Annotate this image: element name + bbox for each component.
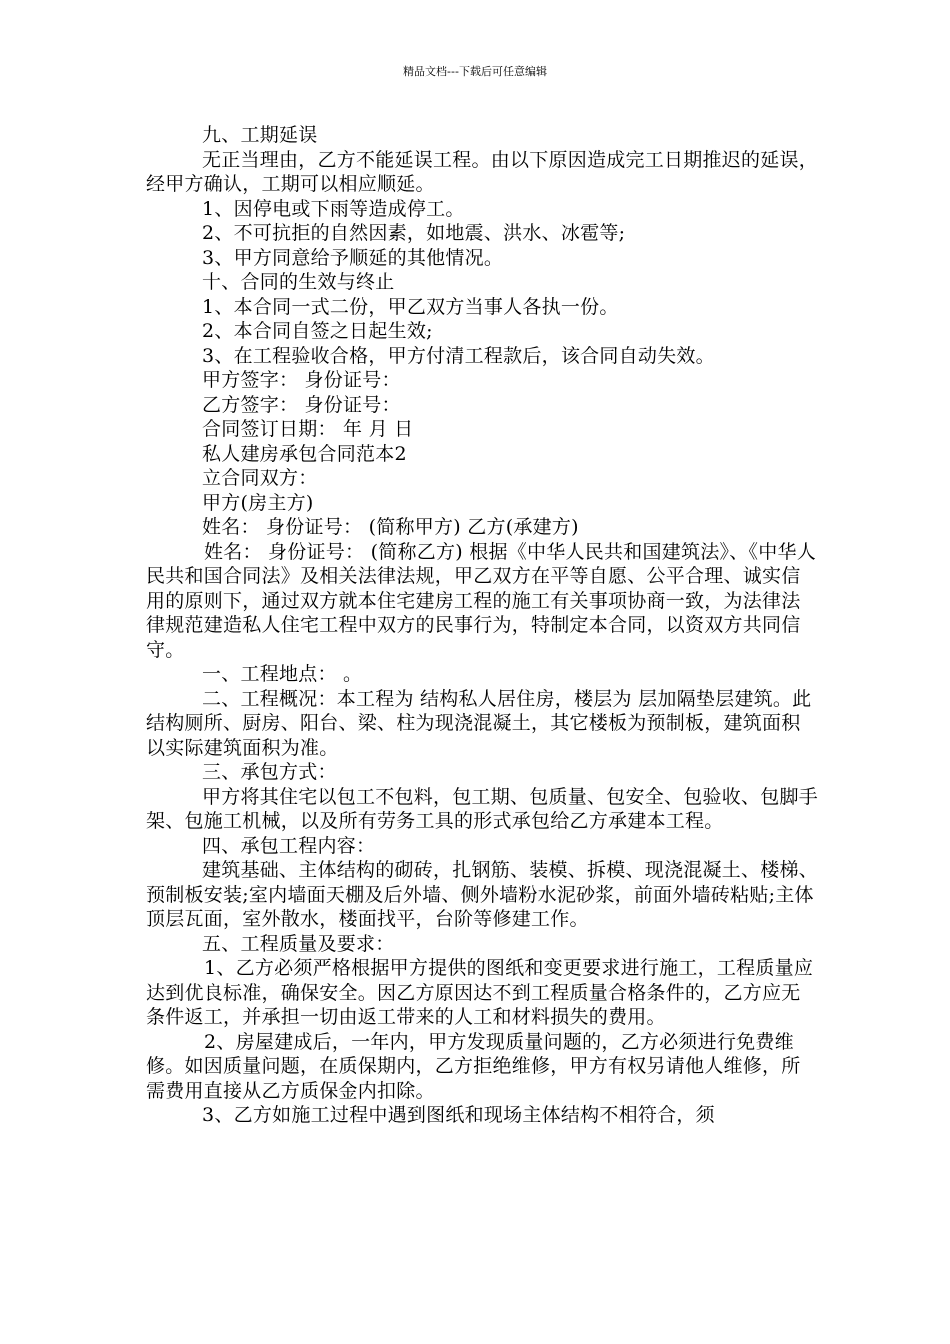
paragraph: 无正当理由，乙方不能延误工程。由以下原因造成完工日期推迟的延误，经甲方确认，工期可以相应顺延。 <box>146 148 819 195</box>
signature-line-party-b: 乙方签字： 身份证号： <box>202 393 401 416</box>
section-heading-quality: 五、工程质量及要求： <box>202 932 395 955</box>
list-item: 1、本合同一式二份，甲乙双方当事人各执一份。 <box>202 295 619 318</box>
paragraph: 甲方将其住宅以包工不包料，包工期、包质量、包安全、包验收、包脚手架、包施工机械，以及所有劳务工具的形式承包给乙方承建本工程。 <box>146 785 819 832</box>
template-title: 私人建房承包合同范本2 <box>202 442 407 465</box>
party-b-details-preamble: 姓名： 身份证号： (简称乙方) 根据《中华人民共和国建筑法》、《中华人民共和国合同法》及相关法律法规，甲乙双方在平等自愿、公平合理、诚实信用的原则下，通过双方就本住宅建房工程的施工有关事项协商一致，为法律法律规范建造私人住宅工程中双方的民事行为，特制定本合同，以资双方共同信守。 <box>146 540 816 661</box>
list-item: 3、乙方如施工过程中遇到图纸和现场主体结构不相符合，须 <box>202 1104 715 1126</box>
contract-date-line: 合同签订日期： 年 月 日 <box>202 418 414 440</box>
paragraph: 建筑基础、主体结构的砌砖，扎钢筋、装模、拆模、现浇混凝土、楼梯、预制板安装;室内墙面天棚及后外墙、侧外墙粉水泥砂浆，前面外墙砖粘贴;主体顶层瓦面，室外散水，楼面找平，台阶等修建工作。 <box>146 859 819 930</box>
list-item: 2、本合同自签之日起生效; <box>202 320 433 342</box>
page-header: 精品文档---下载后可任意编辑 <box>403 65 547 78</box>
section-heading-scope: 四、承包工程内容： <box>202 834 376 857</box>
parties-heading: 立合同双方： <box>202 467 318 489</box>
list-item: 2、不可抗拒的自然因素，如地震、洪水、冰雹等; <box>202 222 626 244</box>
party-a-details: 姓名： 身份证号： (简称甲方) 乙方(承建方) <box>202 516 579 538</box>
list-item: 3、甲方同意给予顺延的其他情况。 <box>202 246 504 269</box>
signature-line-party-a: 甲方签字： 身份证号： <box>202 369 401 391</box>
list-item: 2、房屋建成后，一年内，甲方发现质量问题的，乙方必须进行免费维修。如因质量问题，在质保期内，乙方拒绝维修，甲方有权另请他人维修，所需费用直接从乙方质保金内扣除。 <box>146 1030 801 1102</box>
section-overview: 二、工程概况：本工程为 结构私人居住房，楼层为 层加隔垫层建筑。此结构厕所、厨房、阳台、梁、柱为现浇混凝土，其它楼板为预制板，建筑面积以实际建筑面积为准。 <box>146 687 812 759</box>
list-item: 1、乙方必须严格根据甲方提供的图纸和变更要求进行施工，工程质量应达到优良标准，确保安全。因乙方原因达不到工程质量合格条件的，乙方应无条件返工，并承担一切由返工带来的人工和材料损失的费用。 <box>146 957 814 1028</box>
section-heading-contract-method: 三、承包方式： <box>202 761 337 783</box>
document-body <box>146 123 818 1128</box>
section-heading-location: 一、工程地点： 。 <box>202 663 363 685</box>
section-heading-delay: 九、工期延误 <box>202 124 318 146</box>
list-item: 1、因停电或下雨等造成停工。 <box>202 197 465 220</box>
section-heading-effect: 十、合同的生效与终止 <box>202 271 395 293</box>
list-item: 3、在工程验收合格，甲方付清工程款后，该合同自动失效。 <box>202 344 715 367</box>
party-a-label: 甲方(房主方) <box>202 491 314 514</box>
